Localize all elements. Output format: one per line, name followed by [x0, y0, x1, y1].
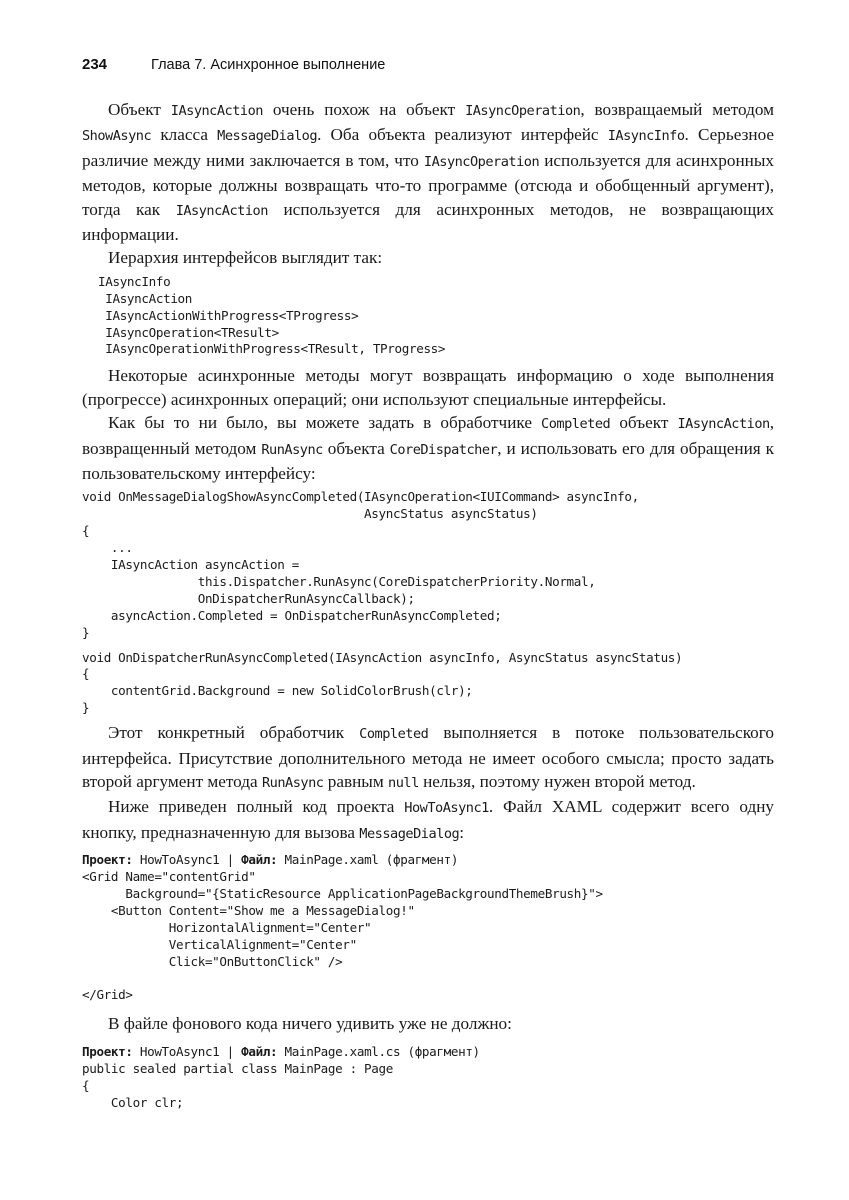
- code-xaml-listing: Проект: HowToAsync1 | Файл: MainPage.xaml (фрагмент) <Grid Name="contentGrid" Background="{StaticResource ApplicationPageBackgroundThemeBrush}"> <Button Content="Show me a MessageDialog!" HorizontalAlignment="Center" VerticalAlignment="Center" Click="OnButtonClick" /> </Grid>: [82, 852, 603, 1003]
- running-header: [82, 56, 385, 73]
- paragraph-1: Объект IAsyncAction очень похож на объект IAsyncOperation, возвращаемый методом ShowAsync класса MessageDialog. Оба объекта реализуют интерфейс IAsyncInfo. Серьезное различие между ними заключается в том, что IAsyncOperation используется для асинхронных методов, которые должны возвращать что-то программе (отсюда и обобщенный аргумент), тогда как IAsyncAction используется для асинхронных методов, не возвращающих информации.: [82, 100, 775, 245]
- paragraph-2: Иерархия интерфейсов выглядит так:: [108, 248, 383, 268]
- paragraph-6: Ниже приведен полный код проекта HowToAsync1. Файл XAML содержит всего одну кнопку, предназначенную для вызова MessageDialog:: [82, 797, 775, 842]
- code-interface-hierarchy: IAsyncInfo IAsyncAction IAsyncActionWithProgress<TProgress> IAsyncOperation<TResult> IAsyncOperationWithProgress<TResult, TProgress>: [98, 273, 446, 357]
- paragraph-5: Этот конкретный обработчик Completed выполняется в потоке пользовательского интерфейса. Присутствие дополнительного метода не имеет особого смысла; просто задать второй аргумент метода RunAsync равным null нельзя, поэтому нужен второй метод.: [82, 723, 774, 791]
- code-cs-listing: Проект: HowToAsync1 | Файл: MainPage.xaml.cs (фрагмент) public sealed partial class MainPage : Page { Color clr;: [82, 1043, 480, 1110]
- code-dispatcher-handler: void OnDispatcherRunAsyncCompleted(IAsyncAction asyncInfo, AsyncStatus asyncStatus) { contentGrid.Background = new SolidColorBrush(clr); }: [82, 649, 683, 716]
- paragraph-7: В файле фонового кода ничего удивить уже не должно:: [108, 1014, 512, 1034]
- code-completed-handler: void OnMessageDialogShowAsyncCompleted(IAsyncOperation<IUICommand> asyncInfo, AsyncStatus asyncStatus) { ... IAsyncAction asyncAction = this.Dispatcher.RunAsync(CoreDispatcherPriority.Normal, OnDispatcherRunAsyncCallback); asyncAction.Completed = OnDispatcherRunAsyncCompleted; }: [82, 489, 639, 640]
- page-content: [82, 98, 774, 1111]
- chapter-title: Глава 7. Асинхронное выполнение: [151, 57, 386, 73]
- paragraph-3: Некоторые асинхронные методы могут возвращать информацию о ходе выполнения (прогрессе) асинхронных операций; они используют специальные интерфейсы.: [82, 366, 774, 409]
- paragraph-4: Как бы то ни было, вы можете задать в обработчике Completed объект IAsyncAction, возвращенный методом RunAsync объекта CoreDispatcher, и использовать его для обращения к пользовательскому интерфейсу:: [82, 413, 774, 483]
- page-number: 234: [82, 56, 108, 73]
